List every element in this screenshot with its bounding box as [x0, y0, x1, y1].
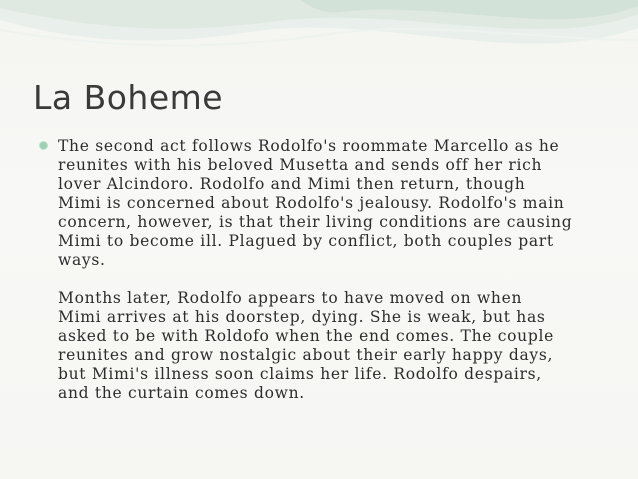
bullet-item — [36, 137, 626, 403]
slide-title: La Boheme — [33, 78, 224, 117]
slide-body — [36, 137, 626, 403]
header-swoosh-decoration — [0, 0, 638, 80]
paragraph-finale: Months later, Rodolfo appears to have moved on when Mimi arrives at his doorstep, dying. She is weak, but has asked to be with Roldofo when the end comes. The couple reunites and grow nostalgic about their early happy days, but Mimi's illness soon claims her life. Rodolfo despairs, and the curtain comes down. — [58, 289, 554, 402]
paragraph-act-two: The second act follows Rodolfo's roommate Marcello as he reunites with his beloved Musetta and sends off her rich lover Alcindoro. Rodolfo and Mimi then return, though Mimi is concerned about Rodolfo's jealousy. Rodolfo's main concern, however, is that their living conditions are causing Mimi to become ill. Plagued by conflict, both couples part ways. — [58, 137, 573, 269]
bullet-icon — [40, 142, 47, 149]
